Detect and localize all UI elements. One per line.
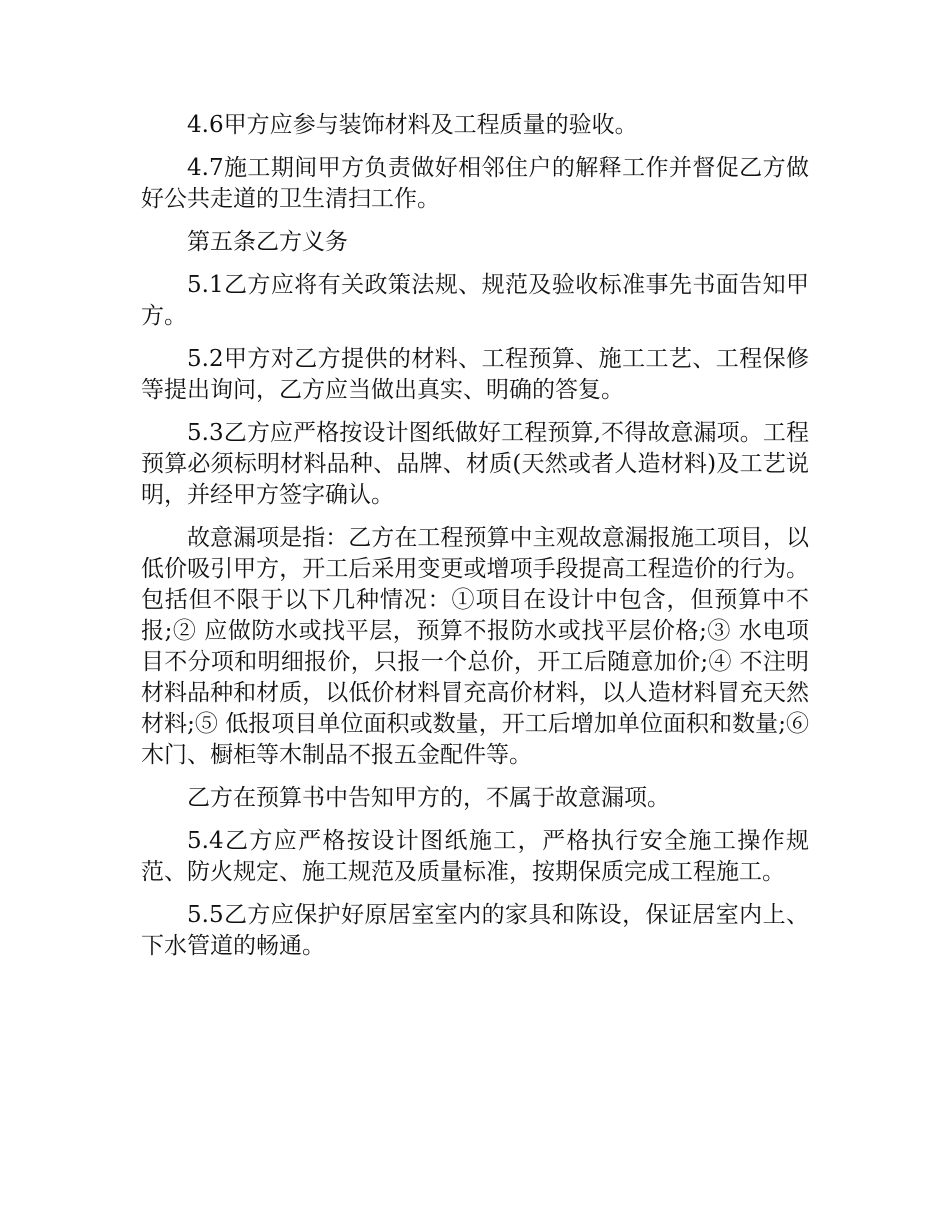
paragraph-omission-exception: 乙方在预算书中告知甲方的，不属于故意漏项。 [187, 785, 670, 811]
paragraph-5-5: 5.5乙方应保护好原居室室内的家具和陈设，保证居室内上、下水管道的畅通。 [141, 902, 809, 959]
paragraph-5-3: 5.3乙方应严格按设计图纸做好工程预算,不得故意漏项。工程预算必须标明材料品种、品牌、材质(天然或者人造材料)及工艺说明，并经甲方签字确认。 [141, 420, 809, 508]
paragraph-5-4: 5.4乙方应严格按设计图纸施工，严格执行安全施工操作规范、防火规定、施工规范及质量标准，按期保质完成工程施工。 [141, 828, 809, 885]
paragraph-4-7: 4.7施工期间甲方负责做好相邻住户的解释工作并督促乙方做好公共走道的卫生清扫工作。 [141, 155, 809, 212]
paragraph-intentional-omission-definition: 故意漏项是指：乙方在工程预算中主观故意漏报施工项目，以低价吸引甲方，开工后采用变更或增项手段提高工程造价的行为。包括但不限于以下几种情况：①项目在设计中包含，但预算中不报;② 应做防水或找平层，预算不报防水或找平层价格;③ 水电项目不分项和明细报价，只报一个总价，开工后随意加价;④ 不注明材料品种和材质，以低价材料冒充高价材料，以人造材料冒充天然材料;⑤ 低报项目单位面积或数量，开工后增加单位面积和数量;⑥ 木门、橱柜等木制品不报五金配件等。 [141, 525, 809, 768]
paragraph-4-6: 4.6甲方应参与装饰材料及工程质量的验收。 [187, 112, 638, 138]
document-body [141, 110, 809, 974]
paragraph-5-1: 5.1乙方应将有关政策法规、规范及验收标准事先书面告知甲方。 [141, 272, 809, 329]
section-heading-article-5: 第五条乙方义务 [187, 229, 348, 255]
paragraph-5-2: 5.2甲方对乙方提供的材料、工程预算、施工工艺、工程保修等提出询问，乙方应当做出真实、明确的答复。 [141, 346, 809, 403]
